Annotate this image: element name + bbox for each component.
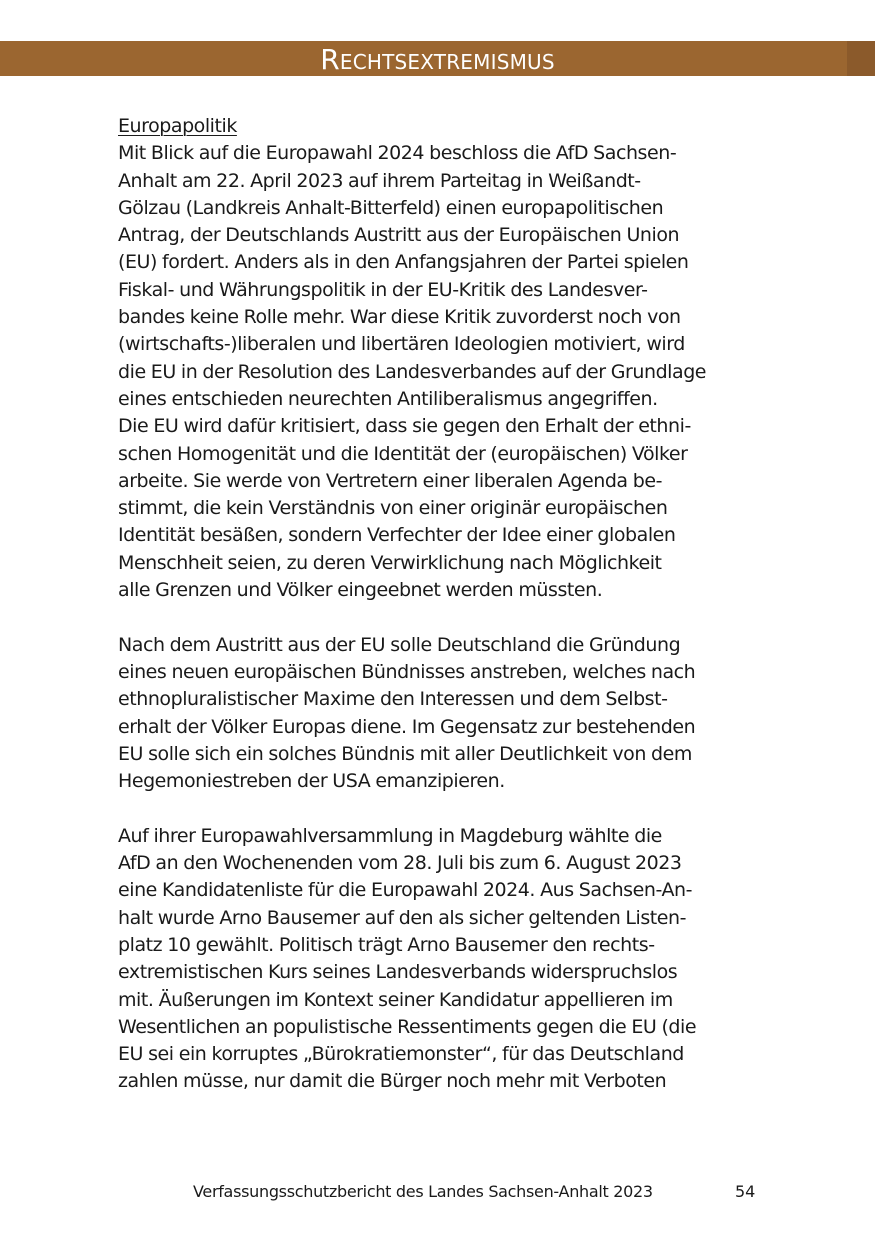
text-line: schen Homogenität und die Identität der (europäischen) Völker [118,442,688,465]
text-line: Fiskal- und Währungspolitik in der EU-Kritik des Landesver- [118,278,648,301]
text-line: Identität besäßen, sondern Verfechter der Idee einer globalen [118,524,676,547]
text-line: EU solle sich ein solches Bündnis mit aller Deutlichkeit von dem [118,742,692,765]
footer-publication-title: Verfassungsschutzbericht des Landes Sachsen-Anhalt 2023 [193,1182,653,1201]
text-line: mit. Äußerungen im Kontext seiner Kandidatur appellieren im [118,988,673,1011]
page-title: Rechtsextremismus [320,43,555,76]
text-line: Auf ihrer Europawahlversammlung in Magdeburg wählte die [118,824,662,847]
paragraph [118,632,778,796]
page-number: 54 [735,1182,756,1201]
text-line: Gölzau (Landkreis Anhalt-Bitterfeld) einen europapolitischen [118,196,664,219]
text-line: Menschheit seien, zu deren Verwirklichung nach Möglichkeit [118,551,662,574]
paragraph [118,823,778,1096]
text-line: stimmt, die kein Verständnis von einer originär europäischen [118,497,668,520]
text-line: bandes keine Rolle mehr. War diese Kritik zuvorderst noch von [118,306,681,329]
text-line: platz 10 gewählt. Politisch trägt Arno Bausemer den rechts- [118,933,655,956]
text-line: erhalt der Völker Europas diene. Im Gegensatz zur bestehenden [118,715,696,738]
text-line: Anhalt am 22. April 2023 auf ihrem Parteitag in Weißandt- [118,169,641,192]
paragraph [118,140,778,604]
text-line: Hegemoniestreben der USA emanzipieren. [118,770,505,793]
text-line: Nach dem Austritt aus der EU solle Deutschland die Gründung [118,633,681,656]
text-line: alle Grenzen und Völker eingeebnet werden müssten. [118,579,603,602]
paragraph-gap [118,604,778,631]
text-line: zahlen müsse, nur damit die Bürger noch mehr mit Verboten [118,1070,667,1093]
text-line: eines entschieden neurechten Antiliberalismus angegriffen. [118,387,658,410]
text-line: arbeite. Sie werde von Vertretern einer liberalen Agenda be- [118,469,662,492]
section-heading: Europapolitik [118,115,237,137]
text-line: Antrag, der Deutschlands Austritt aus der Europäischen Union [118,224,680,247]
text-line: ethnopluralistischer Maxime den Interessen und dem Selbst- [118,688,668,711]
text-line: Mit Blick auf die Europawahl 2024 beschloss die AfD Sachsen- [118,142,677,165]
text-line: (wirtschafts-)liberalen und libertären Ideologien motiviert, wird [118,333,685,356]
text-line: AfD an den Wochenenden vom 28. Juli bis zum 6. August 2023 [118,852,682,875]
text-line: (EU) fordert. Anders als in den Anfangsjahren der Partei spielen [118,251,689,274]
text-line: Wesentlichen an populistische Ressentiments gegen die EU (die [118,1015,697,1038]
text-line: eines neuen europäischen Bündnisses anstreben, welches nach [118,660,696,683]
text-line: Die EU wird dafür kritisiert, dass sie gegen den Erhalt der ethni- [118,415,691,438]
text-line: EU sei ein korruptes „Bürokratiemonster“, für das Deutschland [118,1043,684,1066]
text-line: eine Kandidatenliste für die Europawahl 2024. Aus Sachsen-An- [118,879,692,902]
main-content [118,113,778,1096]
paragraph-gap [118,795,778,822]
text-line: halt wurde Arno Bausemer auf den als sicher geltenden Listen- [118,906,687,929]
text-line: die EU in der Resolution des Landesverbandes auf der Grundlage [118,360,707,383]
text-line: extremistischen Kurs seines Landesverbands widerspruchslos [118,961,678,984]
